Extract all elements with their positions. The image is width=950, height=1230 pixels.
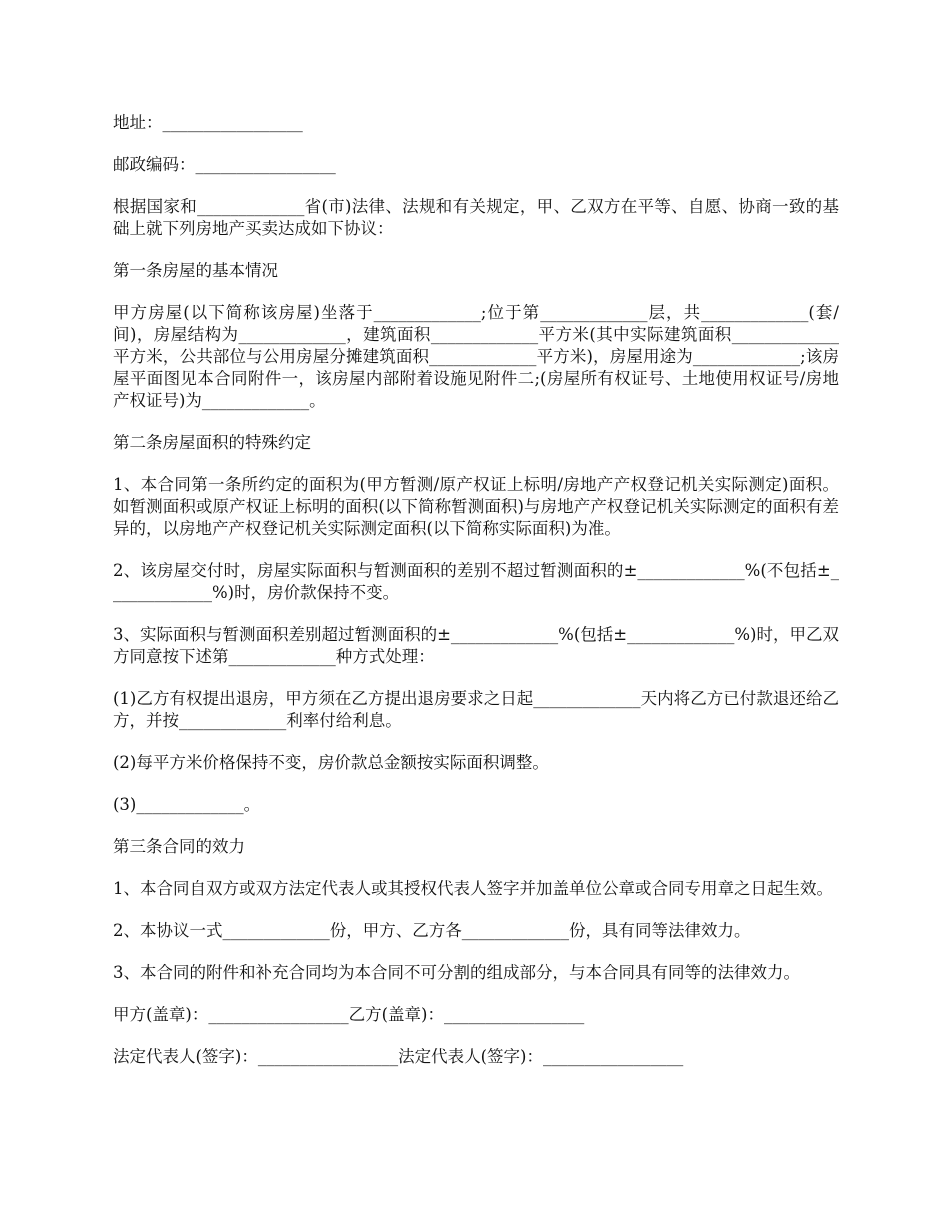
- option-2-paragraph: (2)每平方米价格保持不变，房价款总金额按实际面积调整。: [113, 753, 549, 772]
- article-1-body: 甲方房屋(以下简称该房屋)坐落于_____________;位于第_____________层，共_____________(套/间)，房屋结构为_____________，建筑面积_____________平方米(其中实际建筑面积_____________平方米，公共部位与公用房屋分摊建筑面积_____________平方米)，房屋用途为_____________;该房屋平面图见本合同附件一，该房屋内部附着设施见附件二;(房屋所有权证号、土地使用权证号/房地产权证号)为_____________。: [113, 303, 839, 410]
- article-3-clause-3: 3、本合同的附件和补充合同均为本合同不可分割的组成部分，与本合同具有同等的法律效力。: [113, 963, 800, 982]
- article-2-clause-1: 1、本合同第一条所约定的面积为(甲方暂测/原产权证上标明/房地产产权登记机关实际测定)面积。如暂测面积或原产权证上标明的面积(以下简称暂测面积)与房地产产权登记机关实际测定的面积有差异的，以房地产产权登记机关实际测定面积(以下简称实际面积)为准。: [113, 475, 839, 538]
- preamble-paragraph: 根据国家和_____________省(市)法律、法规和有关规定，甲、乙双方在平等、自愿、协商一致的基础上就下列房地产买卖达成如下协议：: [113, 197, 839, 238]
- seal-line: 甲方(盖章)：_________________乙方(盖章)：_________________: [113, 1005, 585, 1024]
- article-1-heading: 第一条房屋的基本情况: [113, 261, 278, 280]
- option-3-paragraph: (3)_____________。: [113, 795, 261, 814]
- article-3-clause-2: 2、本协议一式_____________份，甲方、乙方各_____________份，具有同等法律效力。: [113, 921, 751, 940]
- article-2-clause-3: 3、实际面积与暂测面积差别超过暂测面积的±_____________%(包括±_____________%)时，甲乙双方同意按下述第_____________种方式处理：: [113, 625, 839, 666]
- article-3-clause-1: 1、本合同自双方或双方法定代表人或其授权代表人签字并加盖单位公章或合同专用章之日起生效。: [113, 879, 833, 898]
- signature-line: 法定代表人(签字)：_________________法定代表人(签字)：_________________: [113, 1047, 684, 1066]
- address-line: 地址：_________________: [113, 113, 303, 132]
- article-2-clause-2: 2、该房屋交付时，房屋实际面积与暂测面积的差别不超过暂测面积的±_____________%(不包括±_____________%)时，房价款保持不变。: [113, 561, 839, 602]
- postal-code-line: 邮政编码：_________________: [113, 155, 336, 174]
- article-3-heading: 第三条合同的效力: [113, 837, 245, 856]
- contract-page: [113, 112, 839, 1088]
- article-2-heading: 第二条房屋面积的特殊约定: [113, 433, 311, 452]
- option-1-paragraph: (1)乙方有权提出退房，甲方须在乙方提出退房要求之日起_____________天内将乙方已付款退还给乙方，并按_____________利率付给利息。: [113, 689, 839, 730]
